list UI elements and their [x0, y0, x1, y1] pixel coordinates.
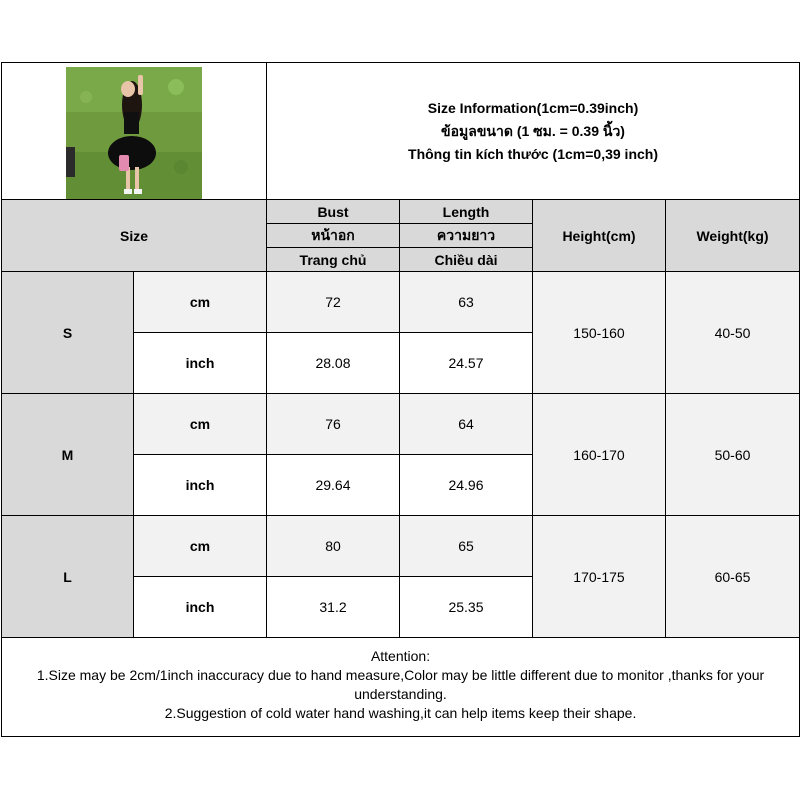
table-row [2, 394, 800, 455]
length-value: 65 [400, 516, 533, 577]
unit-label: cm [134, 394, 267, 455]
title-line-th: ข้อมูลขนาด (1 ซม. = 0.39 นิ้ว) [441, 122, 625, 139]
height-value: 150-160 [533, 272, 666, 394]
length-value: 24.96 [400, 455, 533, 516]
size-chart-table [1, 62, 800, 737]
height-value: 170-175 [533, 516, 666, 638]
weight-value: 40-50 [666, 272, 800, 394]
unit-label: inch [134, 333, 267, 394]
length-header-th: ความยาว [400, 224, 533, 248]
size-label: M [2, 394, 134, 516]
size-label: L [2, 516, 134, 638]
product-photo-cell [2, 63, 267, 200]
length-value: 64 [400, 394, 533, 455]
attention-notes [2, 638, 800, 737]
length-value: 24.57 [400, 333, 533, 394]
unit-label: cm [134, 272, 267, 333]
length-value: 63 [400, 272, 533, 333]
table-row [2, 272, 800, 333]
bust-header-vi: Trang chủ [267, 248, 400, 272]
unit-label: cm [134, 516, 267, 577]
size-label: S [2, 272, 134, 394]
bust-header-en: Bust [267, 200, 400, 224]
unit-label: inch [134, 577, 267, 638]
attention-note-1: 1.Size may be 2cm/1inch inaccuracy due to hand measure,Color may be little different due to monitor ,thanks for your understanding. [36, 667, 765, 702]
table-row [2, 516, 800, 577]
bust-value: 80 [267, 516, 400, 577]
height-header: Height(cm) [533, 200, 666, 272]
attention-note-2: 2.Suggestion of cold water hand washing,it can help items keep their shape. [164, 705, 637, 721]
weight-value: 50-60 [666, 394, 800, 516]
weight-value: 60-65 [666, 516, 800, 638]
size-info-title [267, 63, 800, 200]
height-value: 160-170 [533, 394, 666, 516]
length-header-vi: Chiều dài [400, 248, 533, 272]
title-line-en: Size Information(1cm=0.39inch) [427, 99, 639, 116]
unit-label: inch [134, 455, 267, 516]
title-line-vi: Thông tin kích thước (1cm=0,39 inch) [408, 145, 658, 162]
length-value: 25.35 [400, 577, 533, 638]
bust-value: 31.2 [267, 577, 400, 638]
weight-header: Weight(kg) [666, 200, 800, 272]
bust-header-th: หน้าอก [267, 224, 400, 248]
attention-heading: Attention: [370, 648, 431, 664]
product-photo [66, 67, 202, 199]
bust-value: 76 [267, 394, 400, 455]
bust-value: 29.64 [267, 455, 400, 516]
bust-value: 72 [267, 272, 400, 333]
size-column-header: Size [2, 200, 267, 272]
length-header-en: Length [400, 200, 533, 224]
bust-value: 28.08 [267, 333, 400, 394]
